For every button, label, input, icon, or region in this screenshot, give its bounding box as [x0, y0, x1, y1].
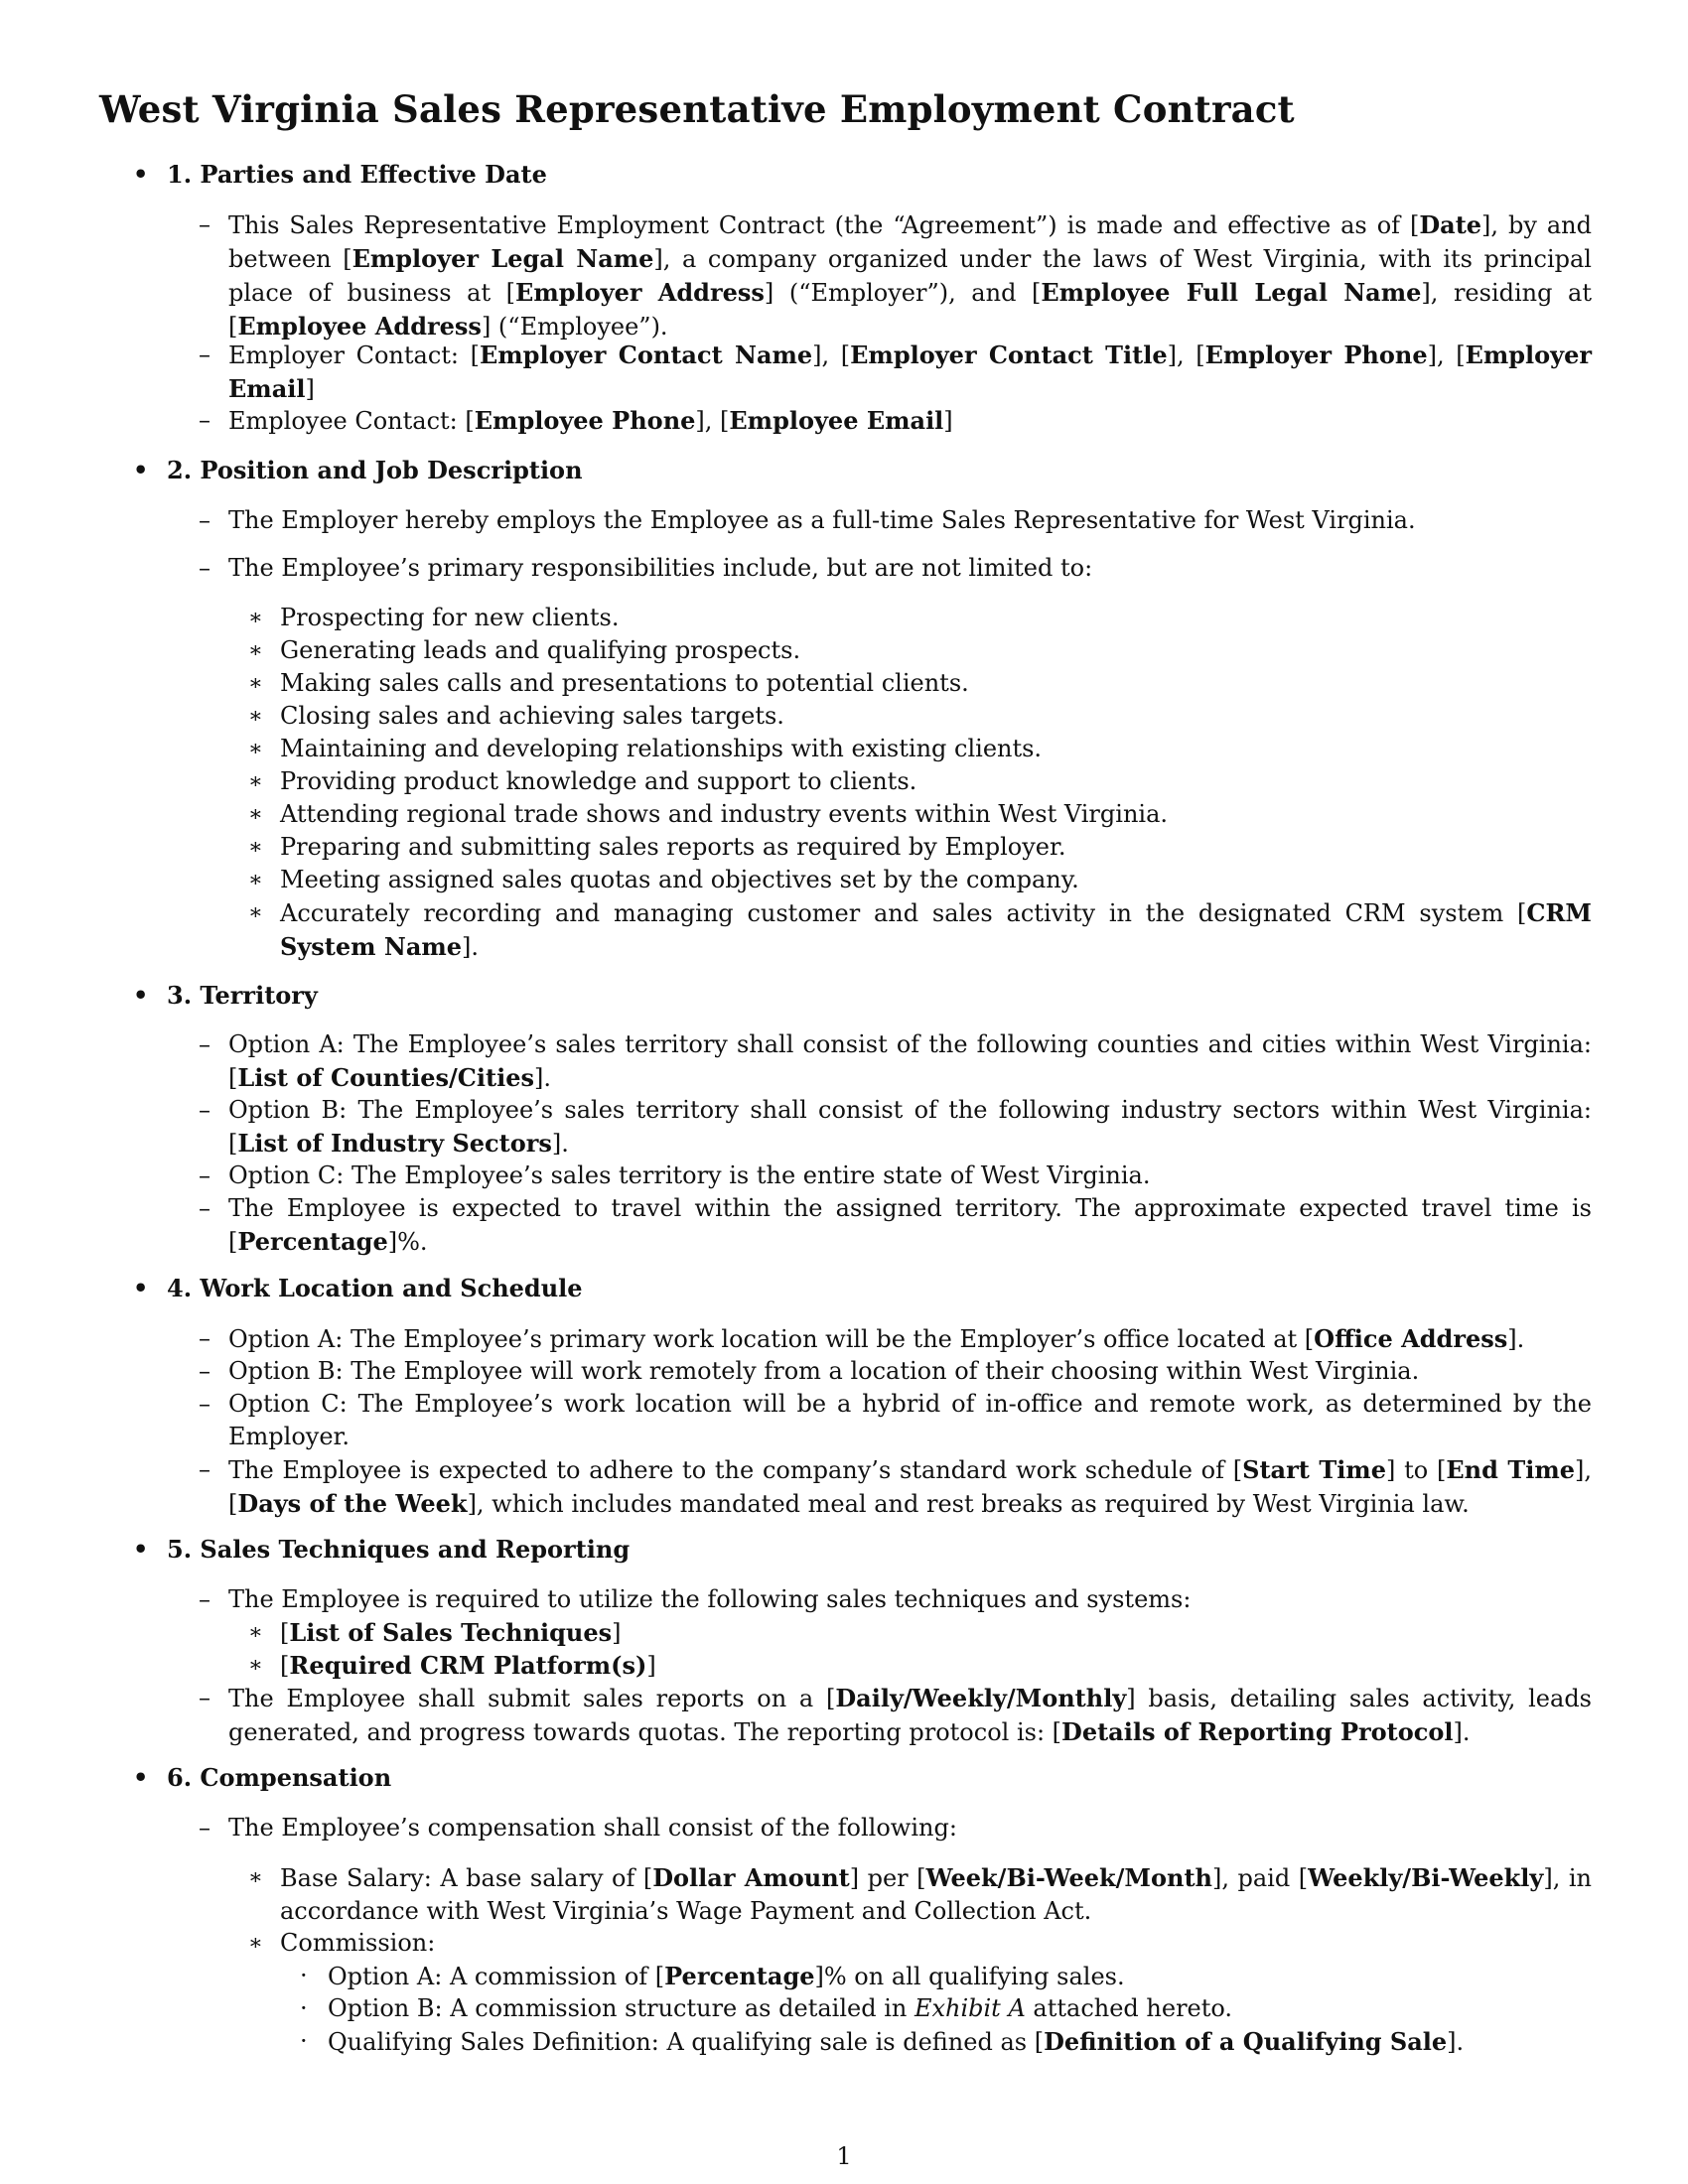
clause: – Option C: The Employee’s sales territory is the entire state of West Virginia.	[199, 1161, 1151, 1189]
clause: – The Employee is required to utilize the following sales techniques and systems:	[199, 1585, 1192, 1613]
clause: – The Employee’s primary responsibilities include, but are not limited to:	[199, 554, 1093, 582]
clause: – This Sales Representative Employment Contract (the “Agreement”) is made and effective as of [Date], by and between [Employer Legal Name], a company organized under the laws of West Virginia, with its principal place of business at [Employer Address] (“Employer”), and [Employee Full Legal Name], residing at [Employee Address] (“Employee”).	[199, 210, 1593, 341]
list-item: ∗ Preparing and submitting sales reports as required by Employer.	[248, 833, 1066, 861]
clause: – Option B: The Employee’s sales territory shall consist of the following industry sectors within West Virginia: [List of Industry Sectors].	[199, 1096, 1592, 1158]
section-heading: • 6. Compensation	[133, 1763, 392, 1792]
list-item: ∗ [List of Sales Techniques]	[248, 1618, 622, 1647]
clause: – Employee Contact: [Employee Phone], [Employee Email]	[199, 406, 953, 435]
section-heading: • 5. Sales Techniques and Reporting	[133, 1535, 631, 1564]
list-item: ∗ [Required CRM Platform(s)]	[248, 1651, 656, 1680]
clause: – Option C: The Employee’s work location will be a hybrid of in-office and remote work, as determined by the Employer.	[199, 1390, 1592, 1450]
section-heading: • 4. Work Location and Schedule	[133, 1274, 583, 1302]
list-item: ∗ Prospecting for new clients.	[248, 604, 620, 631]
clause: – Option A: The Employee’s sales territory shall consist of the following counties and cities within West Virginia: [List of Counties/Cities].	[199, 1030, 1592, 1092]
list-item: · Qualifying Sales Definition: A qualifying sale is defined as [Definition of a Qualifying Sale].	[300, 2027, 1465, 2056]
clause: – The Employee is expected to travel within the assigned territory. The approximate expected travel time is [Percentage]%.	[199, 1194, 1592, 1256]
list-item: ∗ Attending regional trade shows and industry events within West Virginia.	[248, 800, 1169, 828]
list-item: ∗ Maintaining and developing relationships with existing clients.	[248, 735, 1043, 762]
list-item: ∗ Commission:	[248, 1929, 436, 1957]
list-item: · Option A: A commission of [Percentage]% on all qualifying sales.	[300, 1962, 1125, 1990]
list-item: ∗ Accurately recording and managing customer and sales activity in the designated CRM system [CRM System Name].	[248, 898, 1592, 961]
list-item: ∗ Making sales calls and presentations to potential clients.	[248, 669, 969, 697]
list-item: · Option B: A commission structure as detailed in Exhibit A attached hereto.	[300, 1994, 1233, 2022]
section-heading: • 1. Parties and Effective Date	[133, 160, 547, 189]
list-item: ∗ Meeting assigned sales quotas and objectives set by the company.	[248, 866, 1079, 893]
clause: – The Employee shall submit sales reports on a [Daily/Weekly/Monthly] basis, detailing sales activity, leads generated, and progress towards quotas. The reporting protocol is: [Details of Reporting Protocol].	[199, 1684, 1592, 1746]
clause: – The Employer hereby employs the Employee as a full-time Sales Representative for West Virginia.	[199, 506, 1416, 534]
clause: – The Employee is expected to adhere to the company’s standard work schedule of [Start Time] to [End Time], [Days of the Week], which includes mandated meal and rest breaks as required by West Virginia law.	[199, 1455, 1593, 1518]
clause: – The Employee’s compensation shall consist of the following:	[199, 1814, 957, 1842]
list-item: ∗ Closing sales and achieving sales targets.	[248, 702, 784, 730]
clause: – Option B: The Employee will work remotely from a location of their choosing within West Virginia.	[199, 1357, 1420, 1385]
list-item: ∗ Base Salary: A base salary of [Dollar Amount] per [Week/Bi-Week/Month], paid [Weekly/Bi-Weekly], in accordance with West Virginia’s Wage Payment and Collection Act.	[248, 1863, 1592, 1925]
list-item: ∗ Providing product knowledge and support to clients.	[248, 767, 917, 795]
page-number: 1	[836, 2142, 852, 2170]
section-heading: • 3. Territory	[133, 981, 318, 1010]
section-heading: • 2. Position and Job Description	[133, 456, 583, 484]
page-title: West Virginia Sales Representative Employment Contract	[99, 87, 1295, 131]
clause: – Employer Contact: [Employer Contact Name], [Employer Contact Title], [Employer Phone], [Employer Email]	[199, 341, 1593, 403]
clause: – Option A: The Employee’s primary work location will be the Employer’s office located at [Office Address].	[199, 1324, 1525, 1353]
list-item: ∗ Generating leads and qualifying prospects.	[248, 636, 801, 664]
